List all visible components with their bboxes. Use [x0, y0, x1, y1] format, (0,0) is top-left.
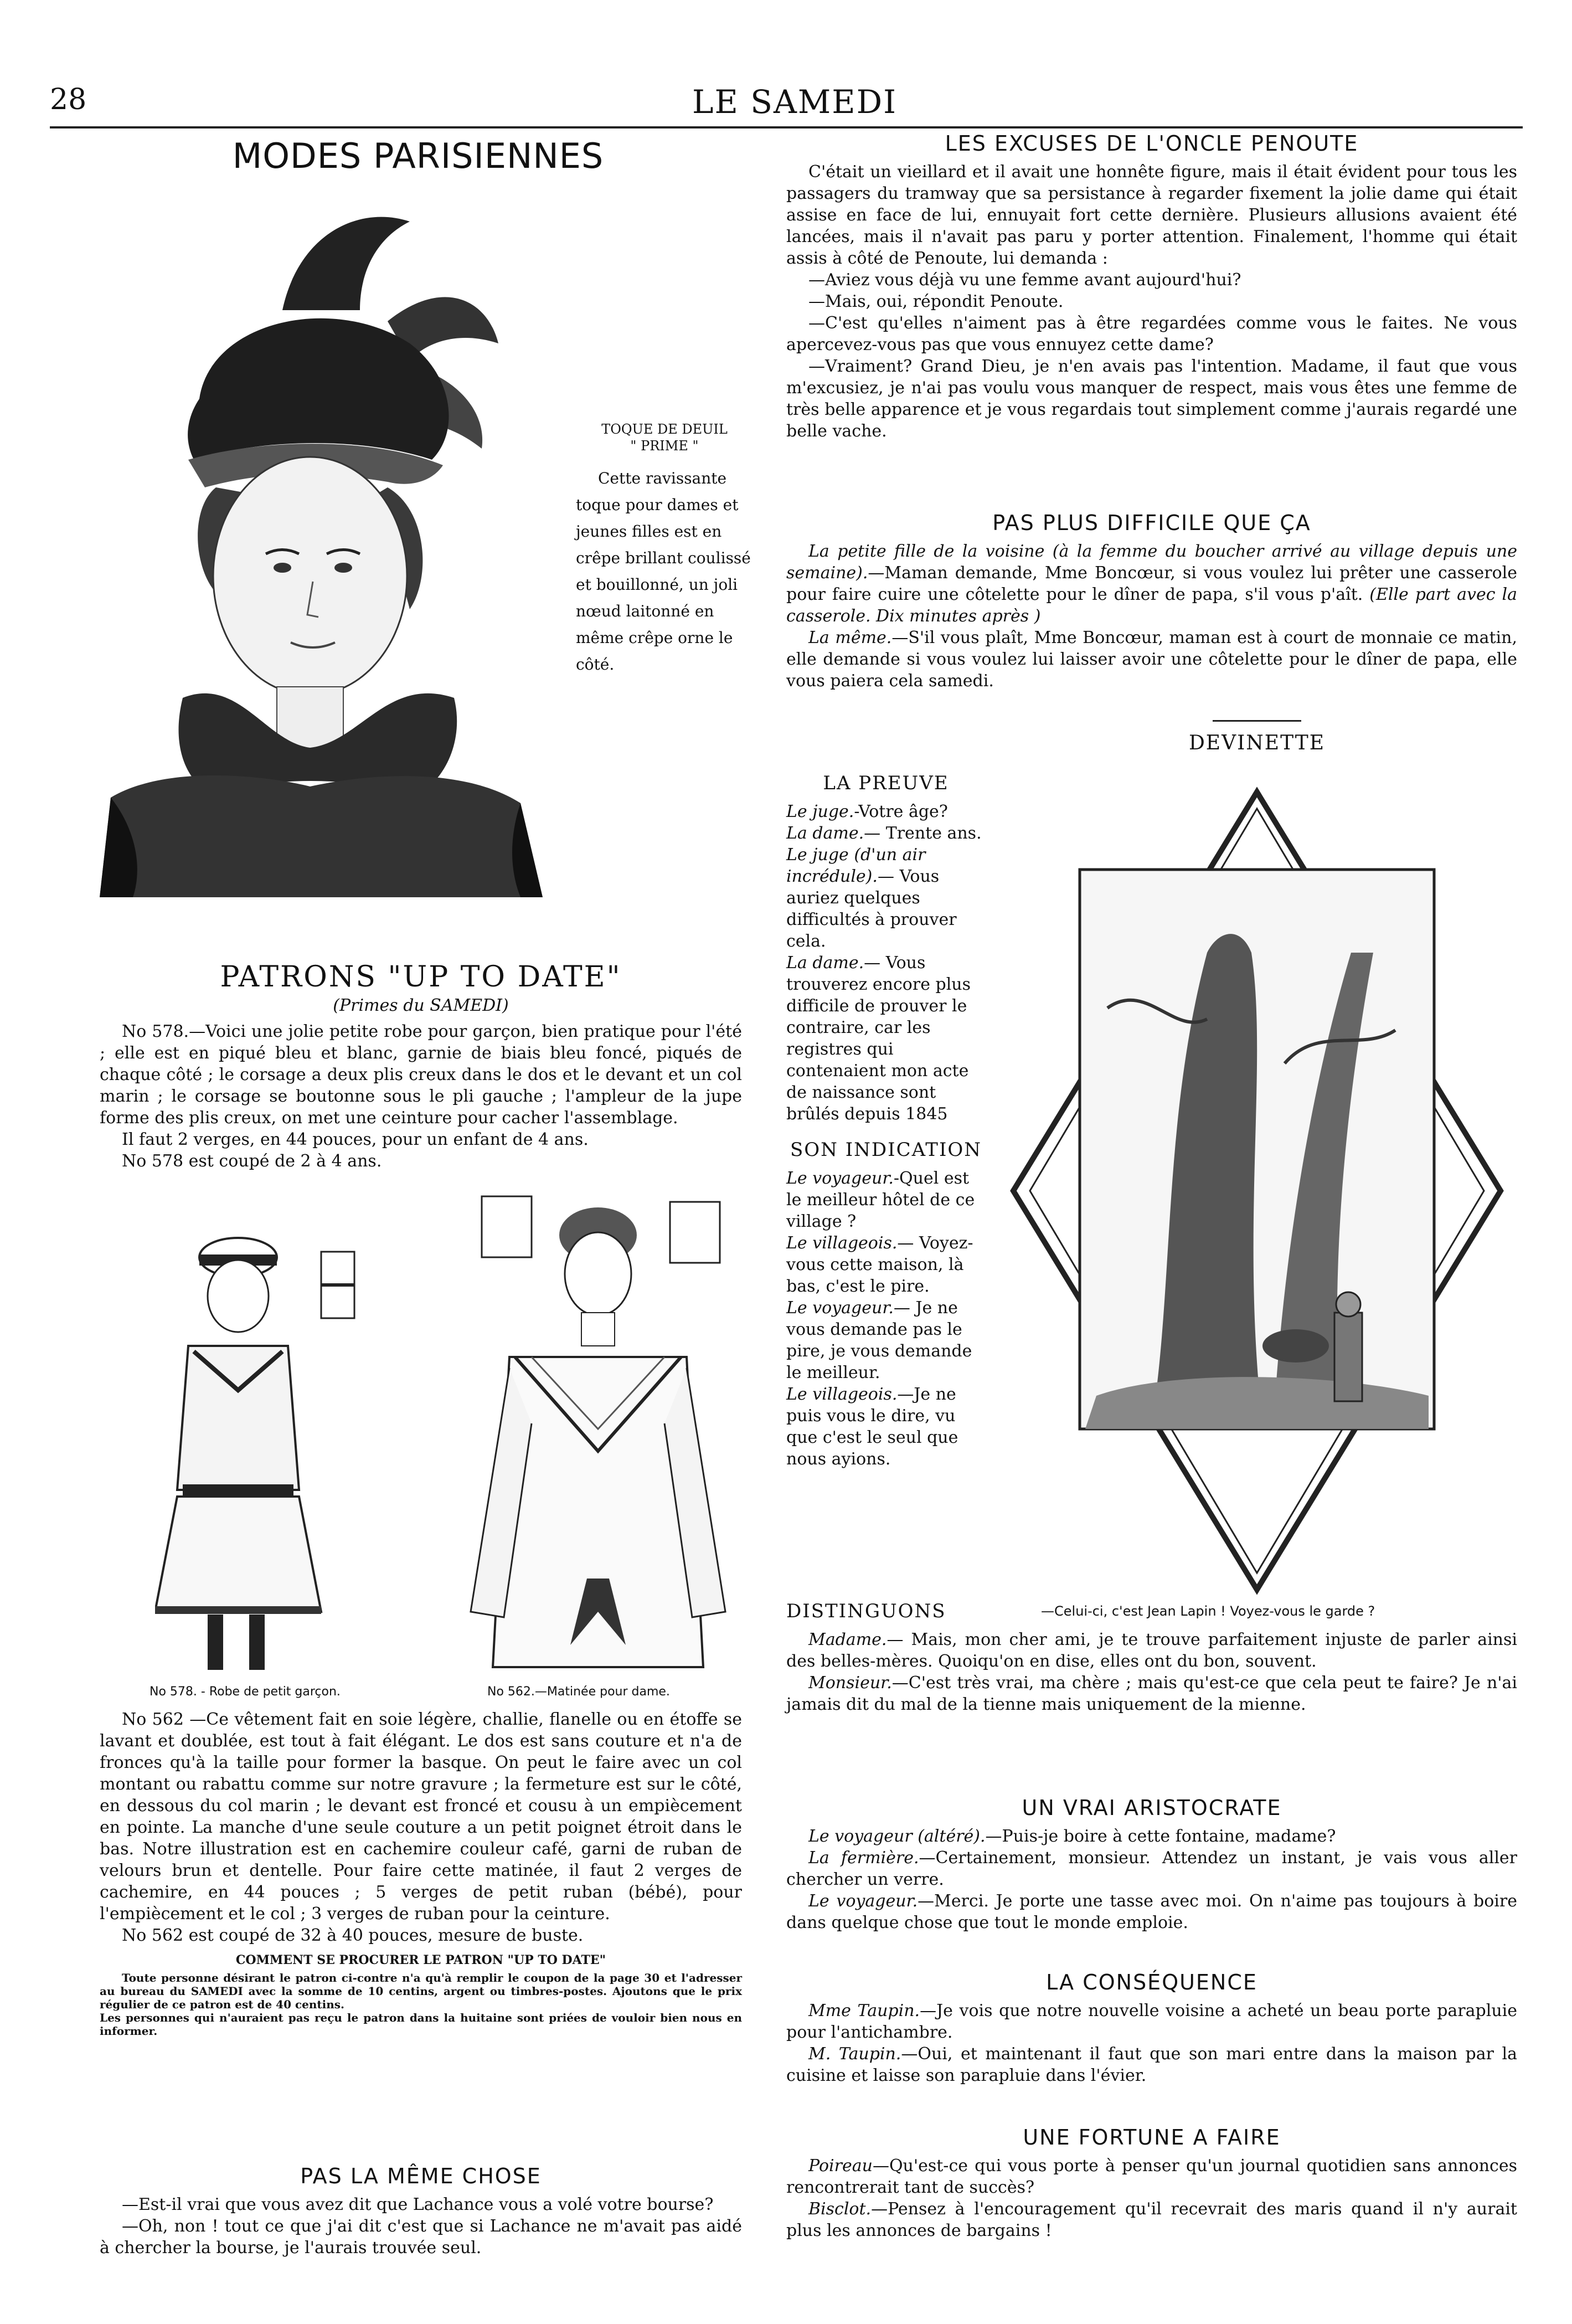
excuses-section: [786, 133, 1517, 442]
difficile-p1-speaker: La petite fille de la voisine (à la femme du boucher arrivé au village depuis une semaine).: [786, 542, 1517, 583]
aristocrate-title: UN VRAI ARISTOCRATE: [1022, 1796, 1282, 1820]
excuses-l1: —Aviez vous déjà vu une femme avant aujourd'hui?: [808, 270, 1241, 290]
toque-caption-title: TOQUE DE DEUIL: [601, 421, 728, 437]
toque-caption-text: Cette ravissante toque pour dames et jeunes filles est en crêpe brillant coulissé et bouillonné, un joli nœud laitonné en même crêpe orne le côté.: [576, 469, 751, 673]
consequence-title: LA CONSÉQUENCE: [1046, 1970, 1257, 1994]
pas-meme-section: [100, 2166, 742, 2259]
aristocrate-l3-speaker: Le voyageur.: [808, 1891, 918, 1911]
patron-562-text: No 562 —Ce vêtement fait en soie légère, challie, flanelle ou en étoffe se lavant et doublée, est tout à fait élégant. Le dos est sans couture et n'a de fronces qu'à la taille pour former la basque. On peut le faire avec un col montant ou rabattu comme sur notre gravure ; la fermeture est sur le côté, en dessous du col marin ; le devant est froncé et cousu à un empiècement en pointe. La manche d'une seule couture a un petit poignet étroit dans le bas. Notre illustration est en cachemire couleur café, garni de ruban de velours brun et dentelle. Pour faire cette matinée, il faut 2 verges de cachemire, en 44 pouces ; 5 verges de petit ruban (bébé), pour l'empiècement et le col ; 3 verges de ruban pour la ceinture.: [100, 1710, 742, 1924]
difficile-section: [786, 512, 1517, 692]
indication-l2: — Voyez-vous cette maison, là bas, c'est le pire.: [786, 1233, 973, 1296]
fortune-l1: —Qu'est-ce qui vous porte à penser qu'un journal quotidien sans annonces rencontrerait tant de succès?: [786, 2156, 1517, 2197]
patrons-subtitle: (Primes du SAMEDI): [333, 996, 509, 1015]
patrons-title: PATRONS "UP TO DATE": [220, 960, 622, 994]
devinette-caption: —Celui-ci, c'est Jean Lapin ! Voyez-vous le garde ?: [1041, 1603, 1375, 1619]
distinguons-section: [786, 1601, 1517, 1715]
patrons-section: [100, 960, 742, 1172]
aristocrate-l2-speaker: La fermière.: [808, 1848, 919, 1868]
preuve-l1-speaker: Le juge.: [786, 802, 854, 821]
fortune-l1-speaker: Poireau: [808, 2156, 873, 2176]
aristocrate-section: [786, 1797, 1517, 1934]
aristocrate-l1: —Puis-je boire à cette fontaine, madame?: [985, 1827, 1336, 1846]
preuve-section: [786, 773, 986, 1470]
devinette-puzzle-illustration: [1008, 786, 1506, 1595]
how-to-text: Toute personne désirant le patron ci-contre n'a qu'à remplir le coupon de la page 30 et l'adresser au bureau du SAMEDI avec la somme de 10 centins, argent ou timbres-postes. Ajoutons que le prix régulier de ce patron est de 40 centins.: [100, 1971, 742, 2011]
distinguons-l1-speaker: Madame.: [808, 1630, 887, 1649]
consequence-l2: —Oui, et maintenant il faut que son mari entre dans la maison par la cuisine et laisse son parapluie dans l'évier.: [786, 2044, 1517, 2085]
excuses-p1: C'était un vieillard et il avait une honnête figure, mais il était évident pour tous les passagers du tramway que sa persistance à regarder fixement la jolie dame qui était assise en face de lui, ennuyait fort cette dernière. Plusieurs allusions avaient été lancées, mais il n'avait pas paru y porter attention. Finalement, l'homme qui était assis à côté de Penoute, lui demanda :: [786, 162, 1517, 268]
preuve-l1: -Votre âge?: [854, 802, 948, 821]
devinette-section: [997, 720, 1517, 761]
distinguons-l2: —C'est très vrai, ma chère ; mais qu'est-ce que cela peut te faire? Je n'ai jamais dit du mal de la tienne mais uniquement de la mienne.: [786, 1673, 1517, 1714]
patron-562-sizes: No 562 est coupé de 32 à 40 pouces, mesure de buste.: [122, 1926, 584, 1945]
boy-dress-illustration: [155, 1224, 388, 1678]
masthead: LE SAMEDI: [692, 83, 898, 121]
fig-562-caption: No 562.—Matinée pour dame.: [487, 1685, 670, 1699]
difficile-p1-end: (Elle part avec la casserole. Dix minutes après ): [786, 585, 1517, 626]
toque-caption-sub: " PRIME ": [630, 438, 699, 454]
indication-l3: — Je ne vous demande pas le pire, je vous demande le meilleur.: [786, 1298, 972, 1382]
fortune-section: [786, 2127, 1517, 2241]
page-number: 28: [50, 83, 87, 116]
difficile-p1: —Maman demande, Mme Boncœur, si vous voulez lui prêter une casserole pour faire cuire une côtelette pour le dîner de papa, s'il vous p'aît.: [786, 563, 1517, 604]
difficile-p2: —S'il vous plaît, Mme Boncœur, maman est à court de monnaie ce matin, elle demande si vous voulez lui laisser avoir une côtelette pour le dîner de papa, elle vous paiera cela samedi.: [786, 628, 1517, 691]
preuve-l2: — Trente ans.: [864, 824, 982, 843]
how-to-title: COMMENT SE PROCURER LE PATRON "UP TO DATE": [235, 1953, 606, 1967]
aristocrate-l2: —Certainement, monsieur. Attendez un instant, je vais vous aller chercher un verre.: [786, 1848, 1518, 1889]
distinguons-l1: — Mais, mon cher ami, je te trouve parfaitement injuste de parler ainsi des belles-mères. Quoiqu'on en dise, elles ont du bon, souvent.: [786, 1630, 1517, 1671]
difficile-title: PAS PLUS DIFFICILE QUE ÇA: [992, 511, 1311, 535]
aristocrate-l1-speaker: Le voyageur (altéré).: [808, 1827, 986, 1846]
distinguons-title: DISTINGUONS: [786, 1600, 946, 1622]
preuve-l4: — Vous trouverez encore plus difficile de prouver le contraire, car les registres qui contenaient mon acte de naissance sont brûlés depuis 1845: [786, 953, 971, 1124]
indication-l4: —Je ne puis vous le dire, vu que c'est le seul que nous ayions.: [786, 1385, 958, 1469]
patron-562-section: [100, 1709, 742, 2038]
indication-l1: -Quel est le meilleur hôtel de ce village ?: [786, 1169, 975, 1231]
fig-578-caption: No 578. - Robe de petit garçon.: [150, 1685, 341, 1699]
consequence-section: [786, 1972, 1517, 2086]
consequence-l1-speaker: Mme Taupin.: [808, 2001, 920, 2020]
excuses-l4: —Vraiment? Grand Dieu, je n'en avais pas l'intention. Madame, il faut que vous m'excusiez, je n'ai pas voulu vous manquer de respect, mais vous êtes une femme de très belle apparence et je vous regardais tout simplement comme j'aurais regardé une belle vache.: [786, 357, 1517, 441]
excuses-l2: —Mais, oui, répondit Penoute.: [808, 292, 1064, 311]
consequence-l1: —Je vois que notre nouvelle voisine a acheté un beau porte parapluie pour l'antichambre.: [786, 2001, 1518, 2042]
devinette-rule: [1213, 720, 1301, 722]
toque-caption: [576, 421, 753, 678]
patron-578-yardage: Il faut 2 verges, en 44 pouces, pour un enfant de 4 ans.: [122, 1130, 589, 1149]
distinguons-l2-speaker: Monsieur.: [808, 1673, 892, 1693]
mourning-toque-illustration: [100, 199, 576, 958]
aristocrate-l3: —Merci. Je porte une tasse avec moi. On n'aime pas toujours à boire dans quelque chose que tout le monde emploie.: [786, 1891, 1517, 1932]
modes-title: MODES PARISIENNES: [232, 136, 604, 176]
consequence-l2-speaker: M. Taupin.: [808, 2044, 901, 2064]
indication-title: SON INDICATION: [790, 1139, 982, 1161]
preuve-l2-speaker: La dame.: [786, 824, 864, 843]
fortune-l2: —Pensez à l'encouragement qu'il recevrait des maris quand il n'y aurait plus les annonces de bargains !: [786, 2199, 1517, 2240]
excuses-title: LES EXCUSES DE L'ONCLE PENOUTE: [945, 131, 1359, 156]
preuve-l4-speaker: La dame.: [786, 953, 864, 973]
how-to-text-2: Les personnes qui n'auraient pas reçu le patron dans la huitaine sont priées de vouloir bien nous en informer.: [100, 2011, 742, 2038]
indication-l2-speaker: Le villageois.: [786, 1233, 898, 1253]
pas-meme-line-1: —Est-il vrai que vous avez dit que Lachance vous a volé votre bourse?: [122, 2195, 714, 2214]
indication-l3-speaker: Le voyageur.: [786, 1298, 894, 1318]
header-rule: [50, 126, 1523, 128]
pas-meme-title: PAS LA MÊME CHOSE: [300, 2164, 542, 2188]
indication-l1-speaker: Le voyageur.: [786, 1169, 894, 1188]
preuve-l3-speaker: Le juge (d'un air incrédule).: [786, 845, 926, 886]
indication-l4-speaker: Le villageois.: [786, 1385, 898, 1404]
lady-matinee-illustration: [460, 1191, 736, 1678]
preuve-title: LA PREUVE: [823, 772, 949, 794]
excuses-l3: —C'est qu'elles n'aiment pas à être regardées comme vous le faites. Ne vous apercevez-vous pas que vous ennuyez cette dame?: [786, 313, 1517, 354]
fortune-l2-speaker: Bisclot.: [808, 2199, 872, 2219]
devinette-title: DEVINETTE: [1188, 732, 1326, 754]
fortune-title: UNE FORTUNE A FAIRE: [1023, 2125, 1281, 2150]
patron-578-text: No 578.—Voici une jolie petite robe pour garçon, bien pratique pour l'été ; elle est en piqué bleu et blanc, garnie de biais bleu foncé, piqués de chaque côté ; le corsage a deux plis creux dans le dos et le devant et un col marin ; le corsage se boutonne sous le pli gauche ; l'ampleur de la jupe forme des plis creux, on met une ceinture pour cacher l'assemblage.: [100, 1022, 742, 1128]
patron-578-sizes: No 578 est coupé de 2 à 4 ans.: [122, 1151, 382, 1171]
difficile-p2-speaker: La même.: [808, 628, 892, 647]
preuve-l3: — Vous auriez quelques difficultés à prouver cela.: [786, 867, 957, 951]
pas-meme-line-2: —Oh, non ! tout ce que j'ai dit c'est que si Lachance ne m'avait pas aidé à chercher la bourse, je l'aurais trouvée seul.: [100, 2217, 742, 2258]
